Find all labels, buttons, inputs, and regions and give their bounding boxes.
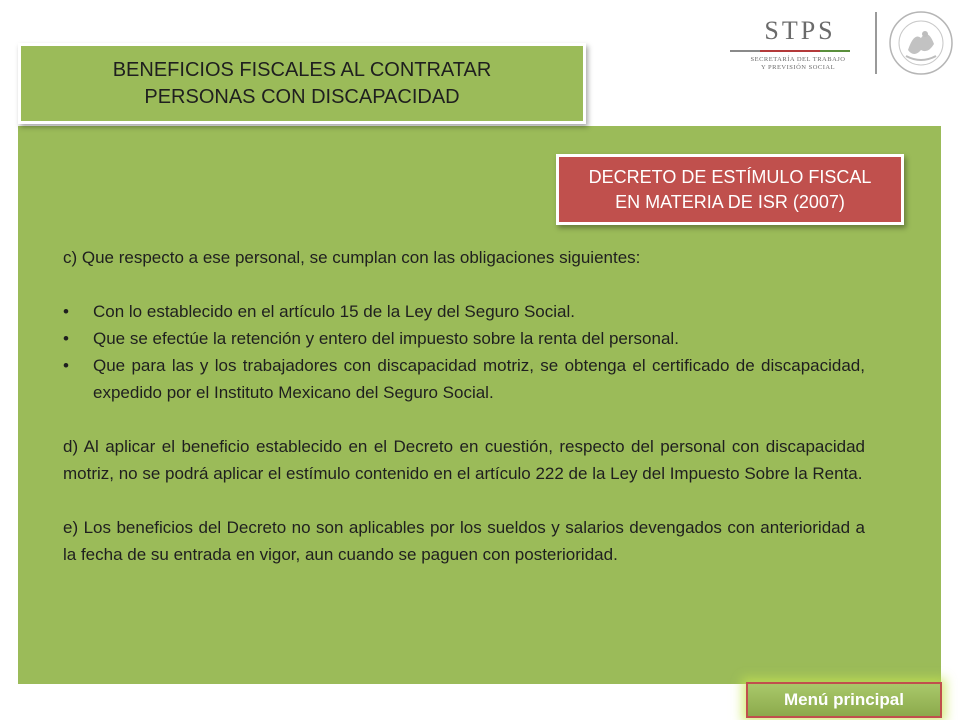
- list-item-text: Con lo establecido en el artículo 15 de la Ley del Seguro Social.: [93, 302, 575, 321]
- list-item-text: Que se efectúe la retención y entero del impuesto sobre la renta del personal.: [93, 329, 679, 348]
- logo-subtitle-line2: Y PREVISIÓN SOCIAL: [760, 64, 836, 71]
- spacer: [63, 271, 865, 298]
- paragraph-e: e) Los beneficios del Decreto no son aplicables por los sueldos y salarios devengados con anterioridad a la fecha de su entrada en vigor, aun cuando se paguen con posterioridad.: [63, 518, 865, 564]
- mexico-seal-icon: [888, 10, 954, 76]
- bullet-icon: •: [63, 356, 69, 375]
- item-c-intro: c) Que respecto a ese personal, se cumplan con las obligaciones siguientes:: [63, 248, 641, 267]
- logo-subtitle-line1: SECRETARÍA DEL TRABAJO: [750, 56, 846, 63]
- logo-rule: [820, 50, 850, 52]
- obligations-list: [63, 298, 865, 406]
- title-line2: PERSONAS CON DISCAPACIDAD: [144, 85, 460, 108]
- decree-line2: EN MATERIA DE ISR (2007): [615, 191, 845, 212]
- header-logos: [730, 10, 950, 80]
- logo-rule: [760, 50, 820, 52]
- list-item: [63, 298, 865, 325]
- body-text: [63, 244, 865, 568]
- spacer: [63, 406, 865, 433]
- decree-box: [556, 154, 904, 225]
- list-item-text: Que para las y los trabajadores con discapacidad motriz, se obtenga el certificado de discapacidad, expedido por el Instituto Mexicano del Seguro Social.: [93, 356, 865, 402]
- decree-line1: DECRETO DE ESTÍMULO FISCAL: [588, 166, 872, 187]
- paragraph-d: d) Al aplicar el beneficio establecido en el Decreto en cuestión, respecto del personal con discapacidad motriz, no se podrá aplicar el estímulo contenido en el artículo 222 de la Ley del Impuesto Sobre la Renta.: [63, 437, 865, 483]
- stps-logo-subtitle: [738, 56, 858, 72]
- list-item: [63, 352, 865, 406]
- stps-logo-text: STPS: [764, 16, 836, 45]
- slide-title: [18, 43, 586, 124]
- logo-separator: [875, 12, 877, 74]
- bullet-icon: •: [63, 302, 69, 321]
- list-item: [63, 325, 865, 352]
- spacer: [63, 487, 865, 514]
- logo-rule: [730, 50, 760, 52]
- title-line1: BENEFICIOS FISCALES AL CONTRATAR: [112, 58, 492, 81]
- main-menu-button[interactable]: Menú principal: [746, 682, 942, 718]
- bullet-icon: •: [63, 329, 69, 348]
